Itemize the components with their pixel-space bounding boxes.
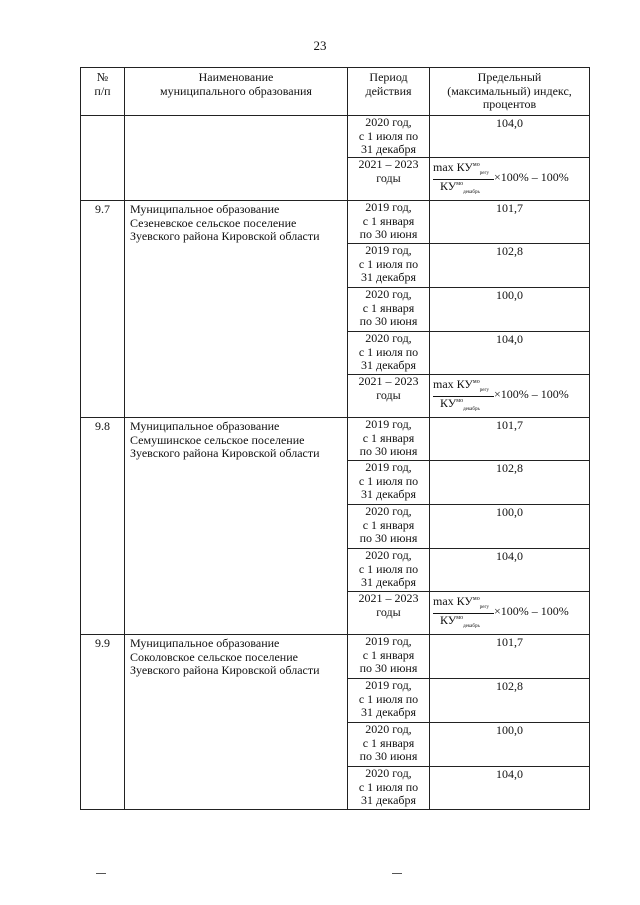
period-cell: 2019 год, с 1 июля по 31 декабря bbox=[348, 679, 430, 723]
period-cell: 2021 – 2023 годы bbox=[348, 158, 430, 201]
index-value: 101,7 bbox=[430, 201, 590, 244]
period-cell: 2021 – 2023 годы bbox=[348, 375, 430, 418]
period-cell: 2019 год, с 1 июля по 31 декабря bbox=[348, 461, 430, 505]
formula-numerator: $\max КУ^{мо}_{регу}$ bbox=[433, 594, 489, 610]
table-row bbox=[81, 418, 590, 461]
index-value: 101,7 bbox=[430, 635, 590, 679]
header-index: Предельный (максимальный) индекс, процентов bbox=[430, 68, 590, 116]
entry-number: 9.9 bbox=[81, 635, 125, 810]
period-cell: 2020 год, с 1 января по 30 июня bbox=[348, 723, 430, 767]
formula-tail: ×100% – 100% bbox=[494, 604, 569, 618]
index-value: 104,0 bbox=[430, 332, 590, 375]
index-value: 102,8 bbox=[430, 461, 590, 505]
index-value: 100,0 bbox=[430, 505, 590, 549]
index-formula bbox=[430, 592, 590, 635]
entry-name: Муниципальное образование Соколовское сельское поселение Зуевского района Кировской области bbox=[125, 635, 348, 810]
formula-tail: ×100% – 100% bbox=[494, 170, 569, 184]
header-num: № п/п bbox=[81, 68, 125, 116]
table-row bbox=[81, 635, 590, 679]
index-value: 100,0 bbox=[430, 723, 590, 767]
entry-name: Муниципальное образование Сезеневское сельское поселение Зуевского района Кировской области bbox=[125, 201, 348, 418]
period-cell: 2019 год, с 1 января по 30 июня bbox=[348, 635, 430, 679]
formula-denominator: $КУ^{мо}_{декабрь}$ bbox=[440, 179, 480, 195]
period-cell: 2019 год, с 1 января по 30 июня bbox=[348, 201, 430, 244]
period-cell: 2020 год, с 1 января по 30 июня bbox=[348, 505, 430, 549]
index-formula bbox=[430, 375, 590, 418]
header-period: Период действия bbox=[348, 68, 430, 116]
page-number: 23 bbox=[313, 38, 327, 53]
index-value: 104,0 bbox=[430, 116, 590, 158]
entry-name: Муниципальное образование Семушинское сельское поселение Зуевского района Кировской области bbox=[125, 418, 348, 635]
footer-mark-right bbox=[392, 873, 402, 874]
index-value: 102,8 bbox=[430, 679, 590, 723]
index-value: 104,0 bbox=[430, 549, 590, 592]
period-cell: 2021 – 2023 годы bbox=[348, 592, 430, 635]
index-value: 101,7 bbox=[430, 418, 590, 461]
table-header-row bbox=[81, 68, 590, 116]
table-row bbox=[81, 116, 590, 158]
period-cell: 2019 год, с 1 июля по 31 декабря bbox=[348, 244, 430, 288]
formula-numerator: $\max КУ^{мо}_{регу}$ bbox=[433, 377, 489, 393]
formula-numerator: $\max КУ^{мо}_{регу}$ bbox=[433, 160, 489, 176]
period-cell: 2020 год, с 1 июля по 31 декабря bbox=[348, 767, 430, 810]
formula-denominator: $КУ^{мо}_{декабрь}$ bbox=[440, 396, 480, 412]
index-formula bbox=[430, 158, 590, 201]
cell-num-continued bbox=[81, 116, 125, 201]
period-cell: 2020 год, с 1 июля по 31 декабря bbox=[348, 116, 430, 158]
index-value: 100,0 bbox=[430, 288, 590, 332]
period-cell: 2020 год, с 1 июля по 31 декабря bbox=[348, 549, 430, 592]
entry-number: 9.7 bbox=[81, 201, 125, 418]
period-cell: 2020 год, с 1 июля по 31 декабря bbox=[348, 332, 430, 375]
formula-tail: ×100% – 100% bbox=[494, 387, 569, 401]
cell-name-continued bbox=[125, 116, 348, 201]
table-row bbox=[81, 201, 590, 244]
footer-mark-left bbox=[96, 873, 106, 874]
index-value: 102,8 bbox=[430, 244, 590, 288]
entry-number: 9.8 bbox=[81, 418, 125, 635]
period-cell: 2020 год, с 1 января по 30 июня bbox=[348, 288, 430, 332]
period-cell: 2019 год, с 1 января по 30 июня bbox=[348, 418, 430, 461]
formula-denominator: $КУ^{мо}_{декабрь}$ bbox=[440, 613, 480, 629]
limit-index-table bbox=[80, 67, 590, 810]
header-name: Наименование муниципального образования bbox=[125, 68, 348, 116]
index-value: 104,0 bbox=[430, 767, 590, 810]
